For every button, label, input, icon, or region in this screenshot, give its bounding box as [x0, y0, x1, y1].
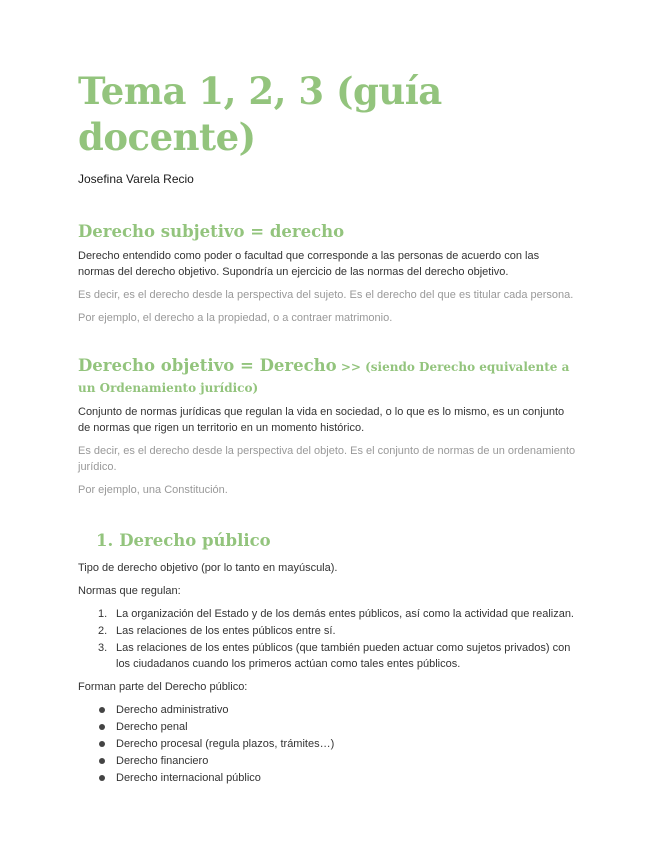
heading-derecho-subjetivo: Derecho subjetivo = derecho: [78, 222, 345, 241]
paragraph-muted: Es decir, es el derecho desde la perspectiva del objeto. Es el conjunto de normas de un ordenamiento jurídico.: [78, 445, 576, 473]
list-item: [78, 623, 577, 639]
paragraph: Normas que regulan:: [78, 585, 181, 597]
paragraph: Tipo de derecho objetivo (por lo tanto en mayúscula).: [78, 562, 338, 574]
ordered-list: [78, 606, 577, 672]
list-text: Derecho administrativo: [116, 704, 229, 716]
heading-note: >> (siendo Derecho equivalente a un Ordenamiento jurídico): [78, 360, 570, 395]
list-text: Derecho internacional público: [116, 772, 261, 784]
list-text: Derecho procesal (regula plazos, trámites…): [116, 738, 335, 750]
list-item: [78, 606, 577, 622]
bullet-icon: [99, 775, 105, 781]
list-item: [78, 753, 577, 769]
paragraph: Derecho entendido como poder o facultad que corresponde a las personas de acuerdo con las normas del derecho objetivo. Supondría un ejercicio de las normas del derecho objetivo.: [78, 250, 540, 278]
bullet-icon: [99, 741, 105, 747]
list-number: 1.: [98, 608, 108, 620]
list-text: Derecho penal: [116, 721, 188, 733]
bullet-icon: [99, 724, 105, 730]
bullet-list: [78, 702, 577, 786]
paragraph: Conjunto de normas jurídicas que regulan la vida en sociedad, o lo que es lo mismo, es un conjunto de normas que rigen un territorio en un momento histórico.: [78, 406, 565, 434]
page-title: Tema 1, 2, 3 (guía docente): [78, 69, 442, 159]
paragraph-muted: Es decir, es el derecho desde la perspectiva del sujeto. Es el derecho del que es titular cada persona.: [78, 289, 574, 301]
list-number: 2.: [98, 625, 108, 637]
list-text: Las relaciones de los entes públicos (que también pueden actuar como sujetos privados) con los ciudadanos cuando los primeros actúan como tales entes públicos.: [116, 642, 571, 670]
bullet-icon: [99, 707, 105, 713]
paragraph: Forman parte del Derecho público:: [78, 681, 248, 693]
list-text: Las relaciones de los entes públicos entre sí.: [116, 625, 336, 637]
list-text: Derecho financiero: [116, 755, 209, 767]
heading-main: Derecho objetivo = Derecho: [78, 356, 337, 375]
list-item: [78, 702, 577, 718]
heading-text: Derecho público: [119, 531, 271, 550]
list-item: [78, 736, 577, 752]
list-item: [78, 640, 577, 672]
list-item: [78, 770, 577, 786]
list-item: [78, 719, 577, 735]
paragraph-muted: Por ejemplo, una Constitución.: [78, 484, 228, 496]
bullet-icon: [99, 758, 105, 764]
list-number: 3.: [98, 642, 108, 654]
heading-derecho-publico: [96, 530, 577, 552]
author-name: Josefina Varela Recio: [78, 172, 194, 186]
paragraph-muted: Por ejemplo, el derecho a la propiedad, o a contraer matrimonio.: [78, 312, 393, 324]
heading-derecho-objetivo: [78, 356, 577, 398]
list-text: La organización del Estado y de los demás entes públicos, así como la actividad que realizan.: [116, 608, 574, 620]
heading-number: 1.: [96, 531, 114, 550]
